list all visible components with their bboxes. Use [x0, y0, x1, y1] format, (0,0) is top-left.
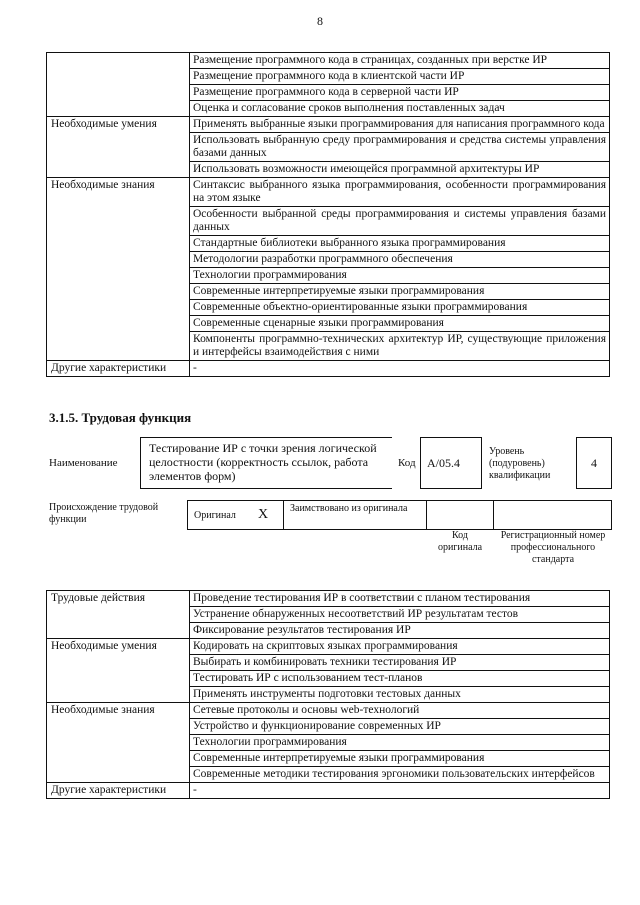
borrowed-label: Заимствовано из оригинала — [290, 503, 408, 514]
table-row — [47, 178, 610, 207]
row-item: Размещение программного кода в серверной части ИР — [190, 85, 610, 101]
row-item: Современные сценарные языки программирования — [190, 316, 610, 332]
row-label: Необходимые умения — [47, 639, 190, 703]
row-item: Синтаксис выбранного языка программирования, особенности программирования на этом языке — [190, 178, 610, 207]
row-item: - — [190, 361, 610, 377]
row-item: Современные методики тестирования эргономики пользовательских интерфейсов — [190, 767, 610, 783]
level-box — [576, 437, 612, 489]
level-label: Уровень (подуровень) квалификации — [489, 446, 551, 481]
row-item: - — [190, 783, 610, 799]
table-row — [47, 783, 610, 799]
section-heading: 3.1.5. Трудовая функция — [49, 410, 192, 425]
reg-number-cell — [493, 500, 612, 530]
origin-label: Происхождение трудовой функции — [49, 502, 159, 525]
table-row — [47, 117, 610, 133]
row-item: Устранение обнаруженных несоответствий ИР результатам тестов — [190, 607, 610, 623]
row-label: Трудовые действия — [47, 591, 190, 639]
row-item: Технологии программирования — [190, 268, 610, 284]
row-item: Особенности выбранной среды программирования и системы управления базами данных — [190, 207, 610, 236]
row-item: Современные интерпретируемые языки программирования — [190, 751, 610, 767]
table-row — [47, 361, 610, 377]
requirements-table-2 — [46, 590, 610, 799]
table-row — [47, 639, 610, 655]
row-label: Другие характеристики — [47, 783, 190, 799]
row-item: Кодировать на скриптовых языках программирования — [190, 639, 610, 655]
code-original-cell — [426, 500, 493, 530]
code-original-label: Код оригинала — [437, 530, 483, 553]
function-name-value: Тестирование ИР с точки зрения логической целостности (корректность ссылок, работа элементов форм) — [149, 441, 377, 483]
table-row — [47, 591, 610, 607]
requirements-table-1 — [46, 52, 610, 377]
code-box — [420, 437, 482, 489]
row-item: Применять выбранные языки программирования для написания программного кода — [190, 117, 610, 133]
row-label: Другие характеристики — [47, 361, 190, 377]
table-row — [47, 53, 610, 69]
row-item: Тестировать ИР с использованием тест-планов — [190, 671, 610, 687]
row-item: Использовать возможности имеющейся программной архитектуры ИР — [190, 162, 610, 178]
row-item: Сетевые протоколы и основы web-технологий — [190, 703, 610, 719]
row-item: Современные интерпретируемые языки программирования — [190, 284, 610, 300]
original-cell — [187, 500, 283, 530]
row-item: Применять инструменты подготовки тестовых данных — [190, 687, 610, 703]
code-value: A/05.4 — [427, 456, 460, 470]
function-name-box — [140, 437, 392, 489]
row-item: Устройство и функционирование современных ИР — [190, 719, 610, 735]
row-label: Необходимые знания — [47, 178, 190, 361]
table-row — [47, 703, 610, 719]
row-item: Методологии разработки программного обеспечения — [190, 252, 610, 268]
row-label — [47, 53, 190, 117]
row-item: Оценка и согласование сроков выполнения поставленных задач — [190, 101, 610, 117]
code-label: Код — [398, 457, 416, 469]
row-item: Проведение тестирования ИР в соответствии с планом тестирования — [190, 591, 610, 607]
reg-number-label: Регистрационный номер профессионального стандарта — [500, 530, 606, 565]
level-value: 4 — [591, 456, 597, 470]
row-item: Стандартные библиотеки выбранного языка программирования — [190, 236, 610, 252]
row-item: Современные объектно-ориентированные языки программирования — [190, 300, 610, 316]
page-number: 8 — [317, 14, 323, 28]
row-item: Технологии программирования — [190, 735, 610, 751]
borrowed-cell — [283, 500, 426, 530]
row-label: Необходимые умения — [47, 117, 190, 178]
row-item: Фиксирование результатов тестирования ИР — [190, 623, 610, 639]
row-label: Необходимые знания — [47, 703, 190, 783]
row-item: Размещение программного кода в страницах, созданных при верстке ИР — [190, 53, 610, 69]
row-item: Использовать выбранную среду программирования и средства системы управления базами данных — [190, 133, 610, 162]
row-item: Компоненты программно-технических архитектур ИР, существующие приложения и интерфейсы взаимодействия с ними — [190, 332, 610, 361]
original-label: Оригинал — [194, 510, 236, 521]
row-item: Размещение программного кода в клиентской части ИР — [190, 69, 610, 85]
original-mark: X — [258, 507, 269, 522]
row-item: Выбирать и комбинировать техники тестирования ИР — [190, 655, 610, 671]
name-label: Наименование — [49, 457, 118, 469]
